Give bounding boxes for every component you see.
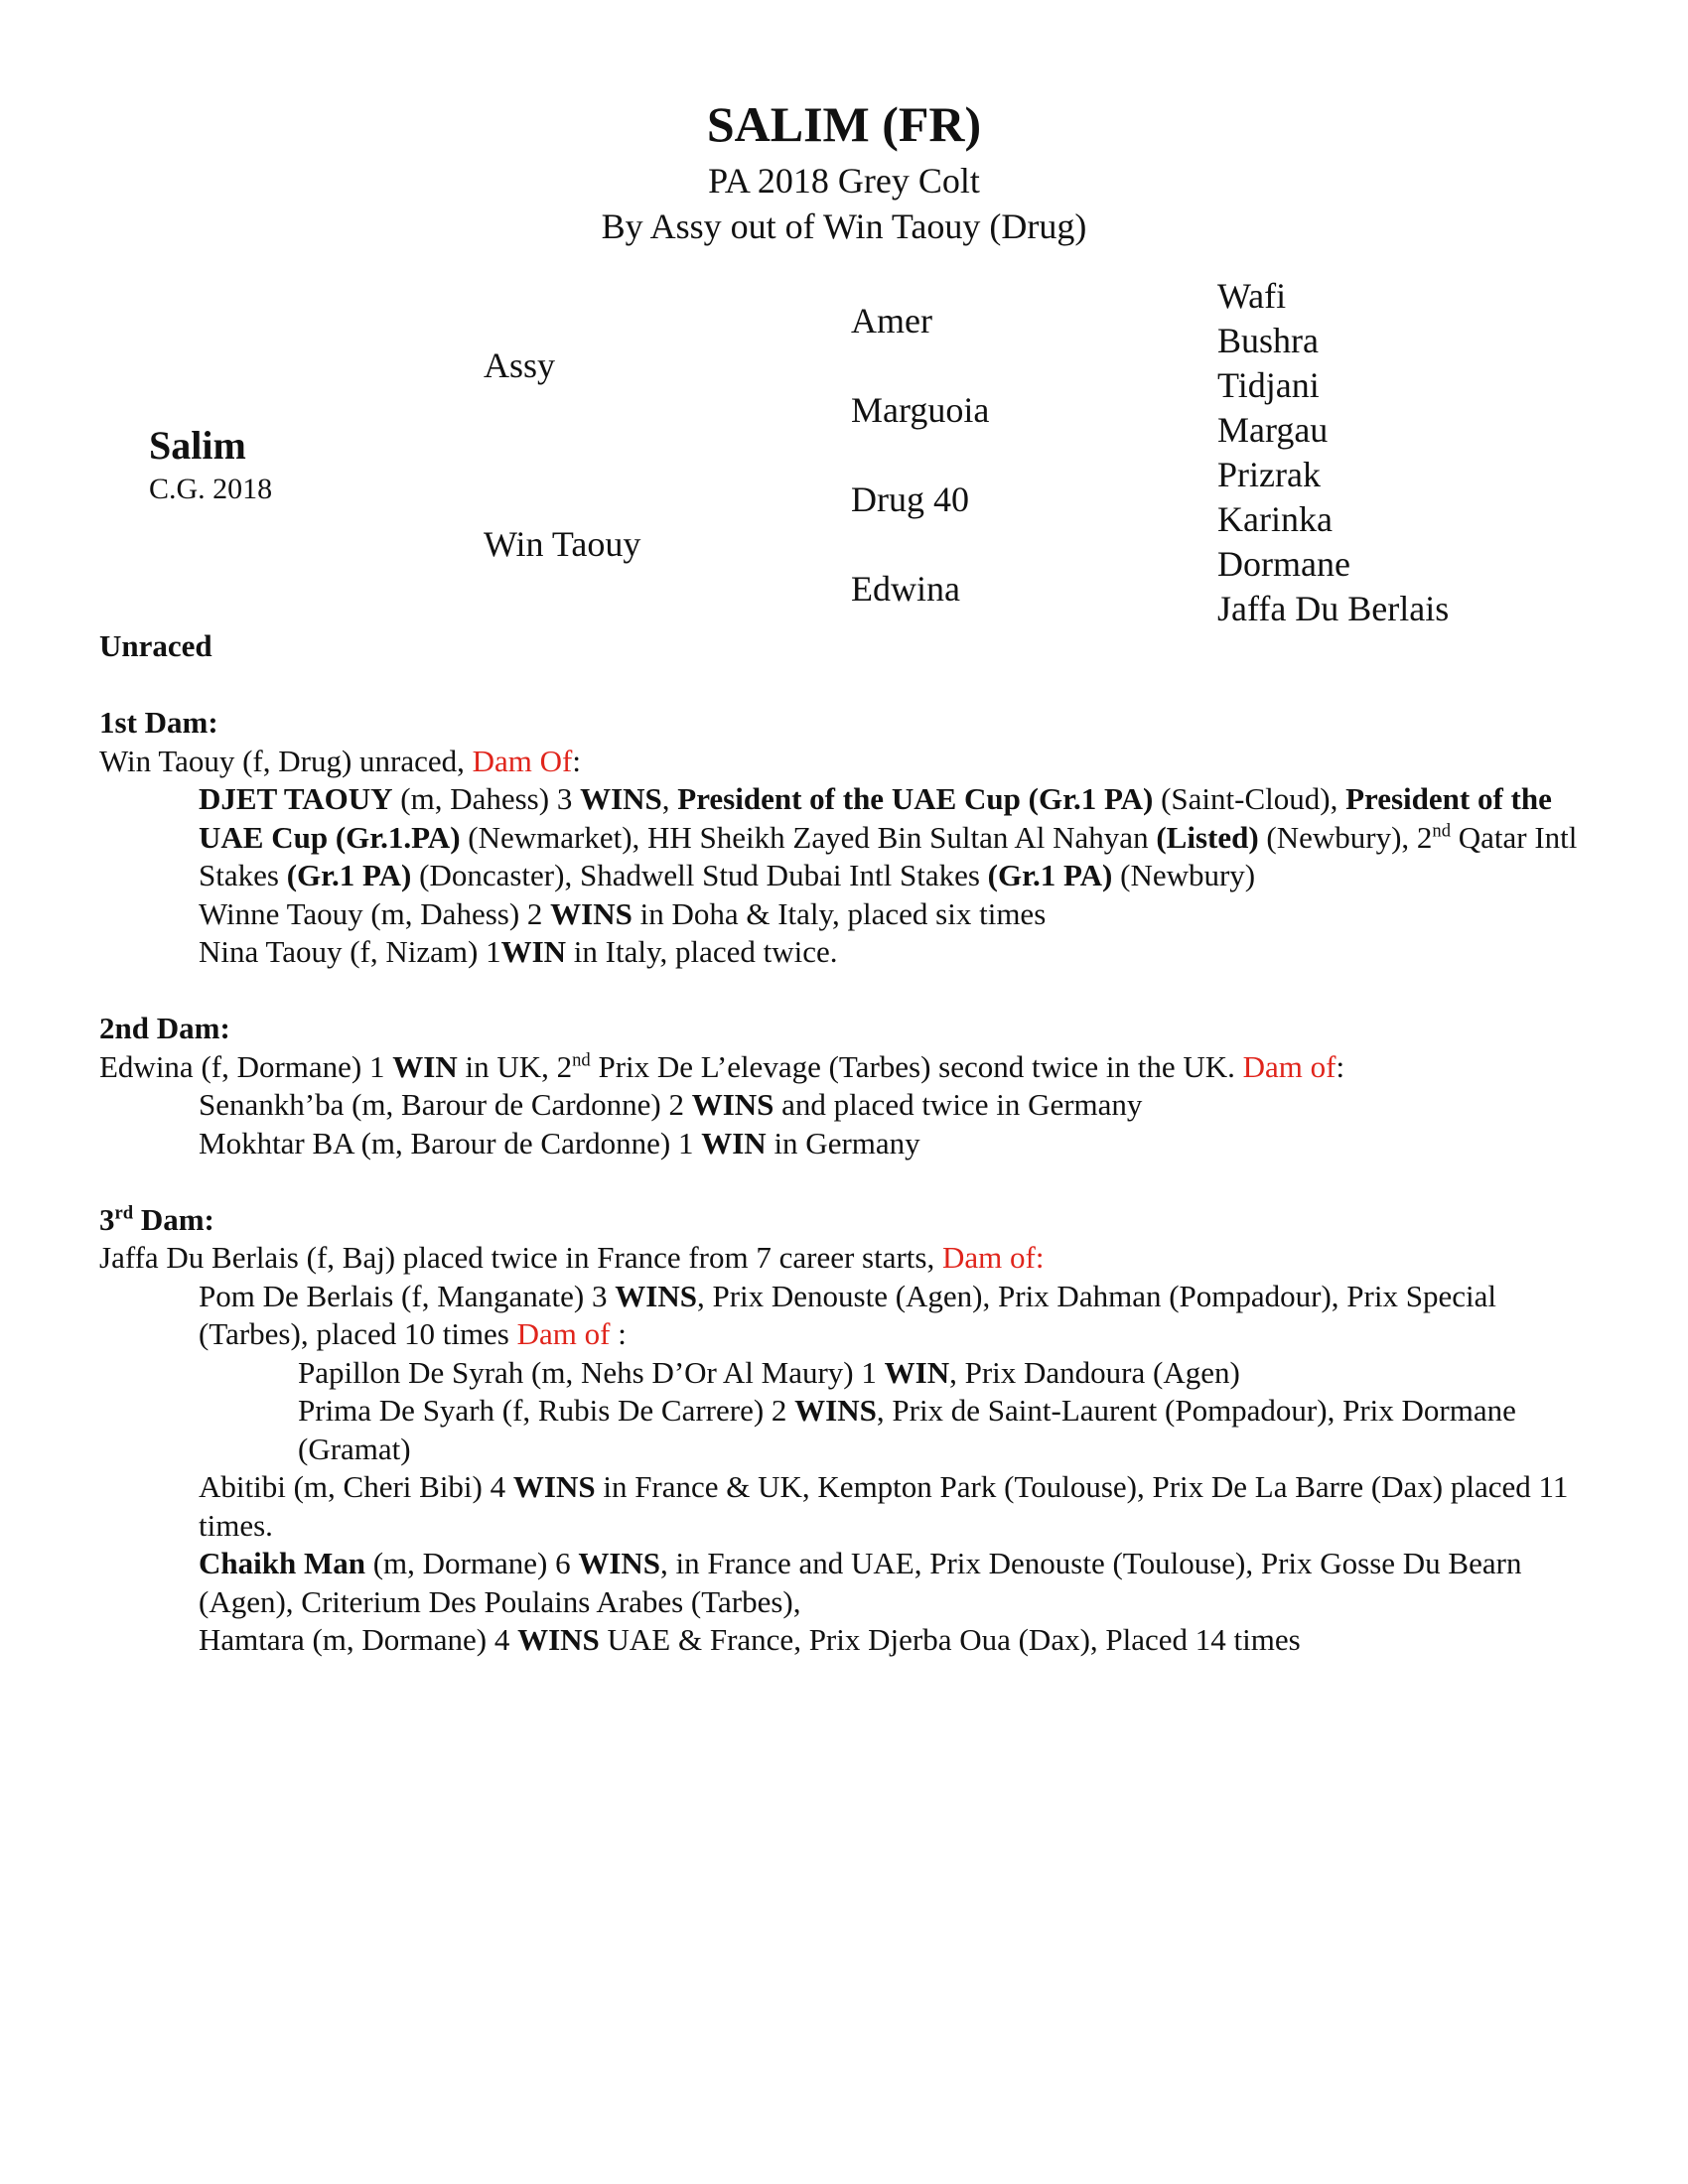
- great-grandparent-2: Bushra: [1217, 321, 1319, 360]
- third-dam-heading: 3rd Dam:: [99, 1201, 214, 1237]
- subject-name: Salim: [149, 423, 246, 468]
- produce-record: [99, 627, 1589, 1660]
- great-grandparent-7: Dormane: [1217, 544, 1350, 584]
- grandparent-4: Edwina: [851, 569, 960, 609]
- dam-name: Win Taouy: [484, 524, 641, 564]
- offspring-entry: Winne Taouy (m, Dahess) 2 WINS in Doha & Italy, placed six times: [199, 895, 1047, 931]
- dam-of-label: Dam of:: [942, 1240, 1045, 1275]
- third-dam-intro: Jaffa Du Berlais (f, Baj) placed twice in France from 7 career starts, Dam of:: [99, 1240, 1045, 1275]
- great-grandparent-8: Jaffa Du Berlais: [1217, 589, 1450, 628]
- second-dam-heading: 2nd Dam:: [99, 1011, 230, 1045]
- offspring-entry: Hamtara (m, Dormane) 4 WINS UAE & France, Prix Djerba Oua (Dax), Placed 14 times: [199, 1622, 1301, 1657]
- great-grandparent-1: Wafi: [1217, 276, 1287, 316]
- offspring-entry: Prima De Syarh (f, Rubis De Carrere) 2 WINS, Prix de Saint-Laurent (Pompadour), Prix Dormane (Gramat): [298, 1393, 1516, 1466]
- offspring-entry: Mokhtar BA (m, Barour de Cardonne) 1 WIN in Germany: [199, 1125, 920, 1160]
- race-record: Unraced: [99, 628, 212, 663]
- dam-of-label: Dam of: [1242, 1048, 1336, 1084]
- great-grandparent-3: Tidjani: [1217, 365, 1320, 405]
- grandparent-1: Amer: [851, 301, 932, 341]
- dam-of-label: Dam of: [516, 1316, 619, 1351]
- page-subtitle: PA 2018 Grey Colt: [708, 161, 980, 201]
- second-dam-intro: Edwina (f, Dormane) 1 WIN in UK, 2nd Prix De L’elevage (Tarbes) second twice in the UK. Dam of:: [99, 1048, 1345, 1084]
- offspring-entry: Papillon De Syrah (m, Nehs D’Or Al Maury) 1 WIN, Prix Dandoura (Agen): [298, 1354, 1240, 1390]
- page-title: SALIM (FR): [706, 96, 982, 152]
- offspring-entry: Nina Taouy (f, Nizam) 1WIN in Italy, placed twice.: [199, 934, 838, 969]
- grandparent-3: Drug 40: [851, 479, 969, 519]
- grandparent-2: Marguoia: [851, 390, 990, 430]
- great-grandparent-5: Prizrak: [1217, 455, 1321, 494]
- offspring-entry: Abitibi (m, Cheri Bibi) 4 WINS in France & UK, Kempton Park (Toulouse), Prix De La Barre (Dax) placed 11 times.: [199, 1469, 1569, 1543]
- dam-of-label: Dam Of: [472, 743, 573, 778]
- offspring-entry: Chaikh Man (m, Dormane) 6 WINS, in France and UAE, Prix Denouste (Toulouse), Prix Gosse Du Bearn (Agen), Criterium Des Poulains Arabes (Tarbes),: [199, 1546, 1522, 1619]
- horse-name: Chaikh Man: [199, 1546, 365, 1580]
- breeding-line: By Assy out of Win Taouy (Drug): [601, 206, 1087, 246]
- subject-detail: C.G. 2018: [149, 473, 273, 505]
- offspring-entry: Pom De Berlais (f, Manganate) 3 WINS, Prix Denouste (Agen), Prix Dahman (Pompadour), Prix Special (Tarbes), placed 10 times Dam of :: [199, 1278, 1496, 1351]
- offspring-entry: DJET TAOUY (m, Dahess) 3 WINS, President of the UAE Cup (Gr.1 PA) (Saint-Cloud), President of the UAE Cup (Gr.1.PA) (Newmarket), HH Sheikh Zayed Bin Sultan Al Nahyan (Listed) (Newbury), 2nd Qatar Intl Stakes (Gr.1 PA) (Doncaster), Shadwell Stud Dubai Intl Stakes (Gr.1 PA) (Newbury): [199, 781, 1578, 892]
- first-dam-heading: 1st Dam:: [99, 705, 218, 740]
- sire-name: Assy: [484, 345, 556, 385]
- great-grandparent-4: Margau: [1217, 410, 1329, 450]
- first-dam-intro: Win Taouy (f, Drug) unraced, Dam Of:: [99, 743, 581, 778]
- offspring-entry: Senankh’ba (m, Barour de Cardonne) 2 WINS and placed twice in Germany: [199, 1087, 1143, 1122]
- great-grandparent-6: Karinka: [1217, 499, 1333, 539]
- horse-name: DJET TAOUY: [199, 781, 393, 816]
